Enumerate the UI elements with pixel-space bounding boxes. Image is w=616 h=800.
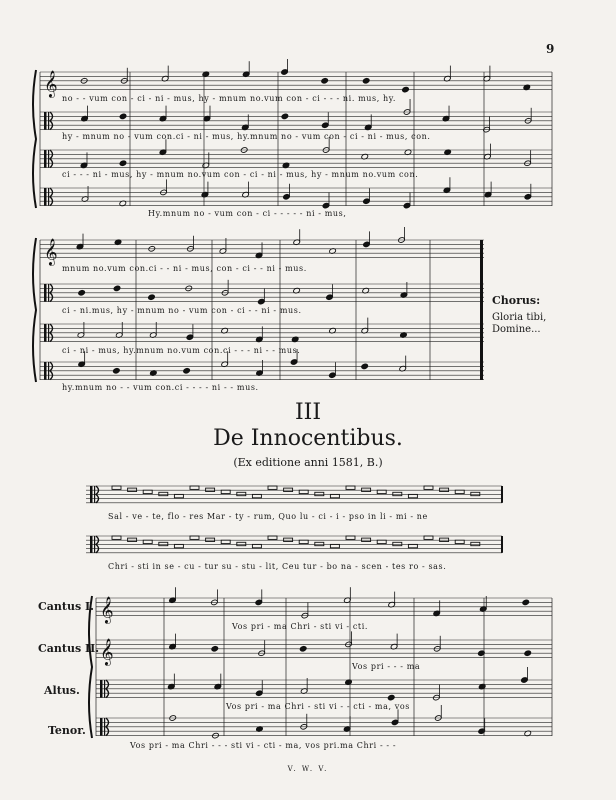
system1-staff-note — [281, 113, 289, 120]
system2-staff-note — [113, 285, 121, 292]
chant-staff-2-c-clef — [90, 536, 93, 553]
system2-brace — [33, 238, 36, 382]
chant-note — [206, 538, 215, 541]
voice-label-altus: Altus. — [44, 684, 80, 697]
chorus-line-2: Domine... — [492, 324, 541, 335]
system2-staff-c-clef — [44, 284, 47, 302]
chant-note — [190, 536, 199, 539]
chant-note — [408, 494, 417, 497]
chant-note — [112, 486, 121, 489]
chant-note — [377, 540, 386, 543]
chant-note — [221, 490, 230, 493]
chant-note — [284, 538, 293, 541]
system2-staff-note — [361, 363, 369, 370]
chant-note — [315, 492, 324, 495]
chant-note — [330, 494, 339, 497]
system2-final-barline — [480, 240, 483, 380]
chant-note — [112, 536, 121, 539]
chant-note — [190, 486, 199, 489]
poly-lyric-cantus-2: Vos pri - - - ma — [352, 662, 421, 671]
chant-note — [346, 486, 355, 489]
chant-note — [128, 538, 137, 541]
chant-note — [299, 540, 308, 543]
system2-lyric-3: ci - ni - mus, hy.mnum no.vum con.ci - - - ni - - mus. — [62, 346, 301, 355]
voice-label-cantus-2: Cantus II. — [38, 642, 100, 655]
chant-note — [159, 542, 168, 545]
chant-note — [284, 488, 293, 491]
chant-note — [393, 542, 402, 545]
chant-note — [408, 544, 417, 547]
system2-staff-note — [113, 368, 121, 375]
chant-note — [252, 544, 261, 547]
chant-note — [299, 490, 308, 493]
chant-note — [221, 540, 230, 543]
chant-note — [471, 492, 480, 495]
poly-brace — [89, 596, 92, 738]
chant-note — [252, 494, 261, 497]
system1-staff-c-clef — [44, 188, 47, 206]
chant-note — [440, 538, 449, 541]
voice-label-tenor: Tenor. — [48, 724, 86, 737]
chant-note — [377, 490, 386, 493]
system1-staff-note — [321, 78, 329, 85]
chant-note — [143, 490, 152, 493]
chant-note — [174, 544, 183, 547]
chant-note — [143, 540, 152, 543]
system1-lyric-3: ci - - - ni - mus, hy - mnum no.vum con - ci - ni - mus, hy - mnum no.vum con. — [62, 170, 419, 179]
poly-lyric-altus: Vos pri - ma Chri - sti vi - - cti - ma, vos — [226, 702, 411, 711]
footer-mark: V. W. V. — [287, 765, 329, 773]
chant-note — [330, 544, 339, 547]
chant-note — [237, 542, 246, 545]
system1-brace — [33, 70, 36, 208]
chant-note — [362, 488, 371, 491]
system2-lyric-2: ci - ni.mus, hy - mnum no - vum con - ci - - ni - mus. — [62, 306, 302, 315]
poly-staff-note — [524, 650, 532, 657]
chant-note — [346, 536, 355, 539]
chant-note — [128, 488, 137, 491]
chant-note — [471, 542, 480, 545]
system2-staff-note — [148, 294, 156, 301]
chorus-title: Chorus: — [492, 294, 541, 307]
system2-staff-note — [78, 290, 86, 297]
chant-note — [315, 542, 324, 545]
chant-lyric-2: Chri - sti in se - cu - tur su - stu - lit, Ceu tur - bo na - scen - tes ro - sas. — [108, 562, 447, 571]
system2-staff-c-clef — [44, 324, 47, 342]
system2-staff-note — [183, 368, 191, 375]
system1-staff-c-clef — [44, 150, 47, 168]
section-subtitle: (Ex editione anni 1581, B.) — [233, 456, 383, 469]
chant-note — [268, 536, 277, 539]
chant-note — [159, 492, 168, 495]
poly-staff-note — [387, 694, 395, 701]
chant-note — [424, 486, 433, 489]
chant-staff-1-c-clef — [90, 486, 93, 503]
page-number: 9 — [546, 42, 555, 56]
section-title: De Innocentibus. — [213, 426, 403, 451]
chant-note — [362, 538, 371, 541]
chorus-line-1: Gloria tibi, — [492, 312, 547, 323]
system2-staff-treble-clef: 𝄞 — [44, 239, 58, 266]
chant-note — [440, 488, 449, 491]
chant-note — [393, 492, 402, 495]
poly-staff-note — [299, 646, 307, 653]
chant-note — [237, 492, 246, 495]
voice-label-cantus-1: Cantus I. — [38, 600, 94, 613]
poly-staff-note — [522, 599, 530, 606]
poly-staff-c-clef — [100, 680, 103, 698]
system1-staff-note — [362, 78, 370, 85]
poly-staff-note — [211, 646, 219, 653]
chant-lyric-1: Sal - ve - te, flo - res Mar - ty - rum, Quo lu - ci - i - pso in li - mi - ne — [108, 512, 428, 521]
system2-lyric-4: hy.mnum no - - vum con.ci - - - - ni - - mus. — [62, 383, 259, 392]
chant-note — [455, 540, 464, 543]
poly-lyric-cantus-1: Vos pri - ma Chri - sti vi - cti. — [232, 622, 369, 631]
chant-note — [206, 488, 215, 491]
chant-note — [455, 490, 464, 493]
system2-staff-c-clef — [44, 362, 47, 380]
poly-staff-treble-clef: 𝄞 — [100, 639, 114, 666]
system2-lyric-1: mnum no.vum con.ci - - ni - mus, con - ci - - ni - mus. — [62, 264, 307, 273]
system1-staff-note — [402, 86, 410, 93]
system1-staff-c-clef — [44, 112, 47, 130]
chant-note — [268, 486, 277, 489]
system1-staff-treble-clef: 𝄞 — [44, 71, 58, 98]
poly-lyric-tenor: Vos pri - ma Chri - - - sti vi - cti - ma, vos pri.ma Chri - - - — [130, 741, 397, 750]
system1-staff-note — [119, 113, 127, 120]
system1-lyric-4: Hy.mnum no - vum con - ci - - - - - ni - mus, — [148, 209, 347, 218]
system1-lyric-2: hy - mnum no - vum con.ci - ni - mus, hy.mnum no - vum con - ci - ni - mus, con. — [62, 132, 431, 141]
chant-note — [174, 494, 183, 497]
system1-lyric-1: no - - vum con - ci - ni - mus, hy - mnum no.vum con - ci - - - ni. mus, hy. — [62, 94, 396, 103]
chant-note — [424, 536, 433, 539]
system1-staff-note — [119, 160, 127, 167]
poly-staff-treble-clef: 𝄞 — [100, 597, 114, 624]
poly-staff-c-clef — [100, 718, 103, 736]
section-number: III — [294, 400, 322, 425]
